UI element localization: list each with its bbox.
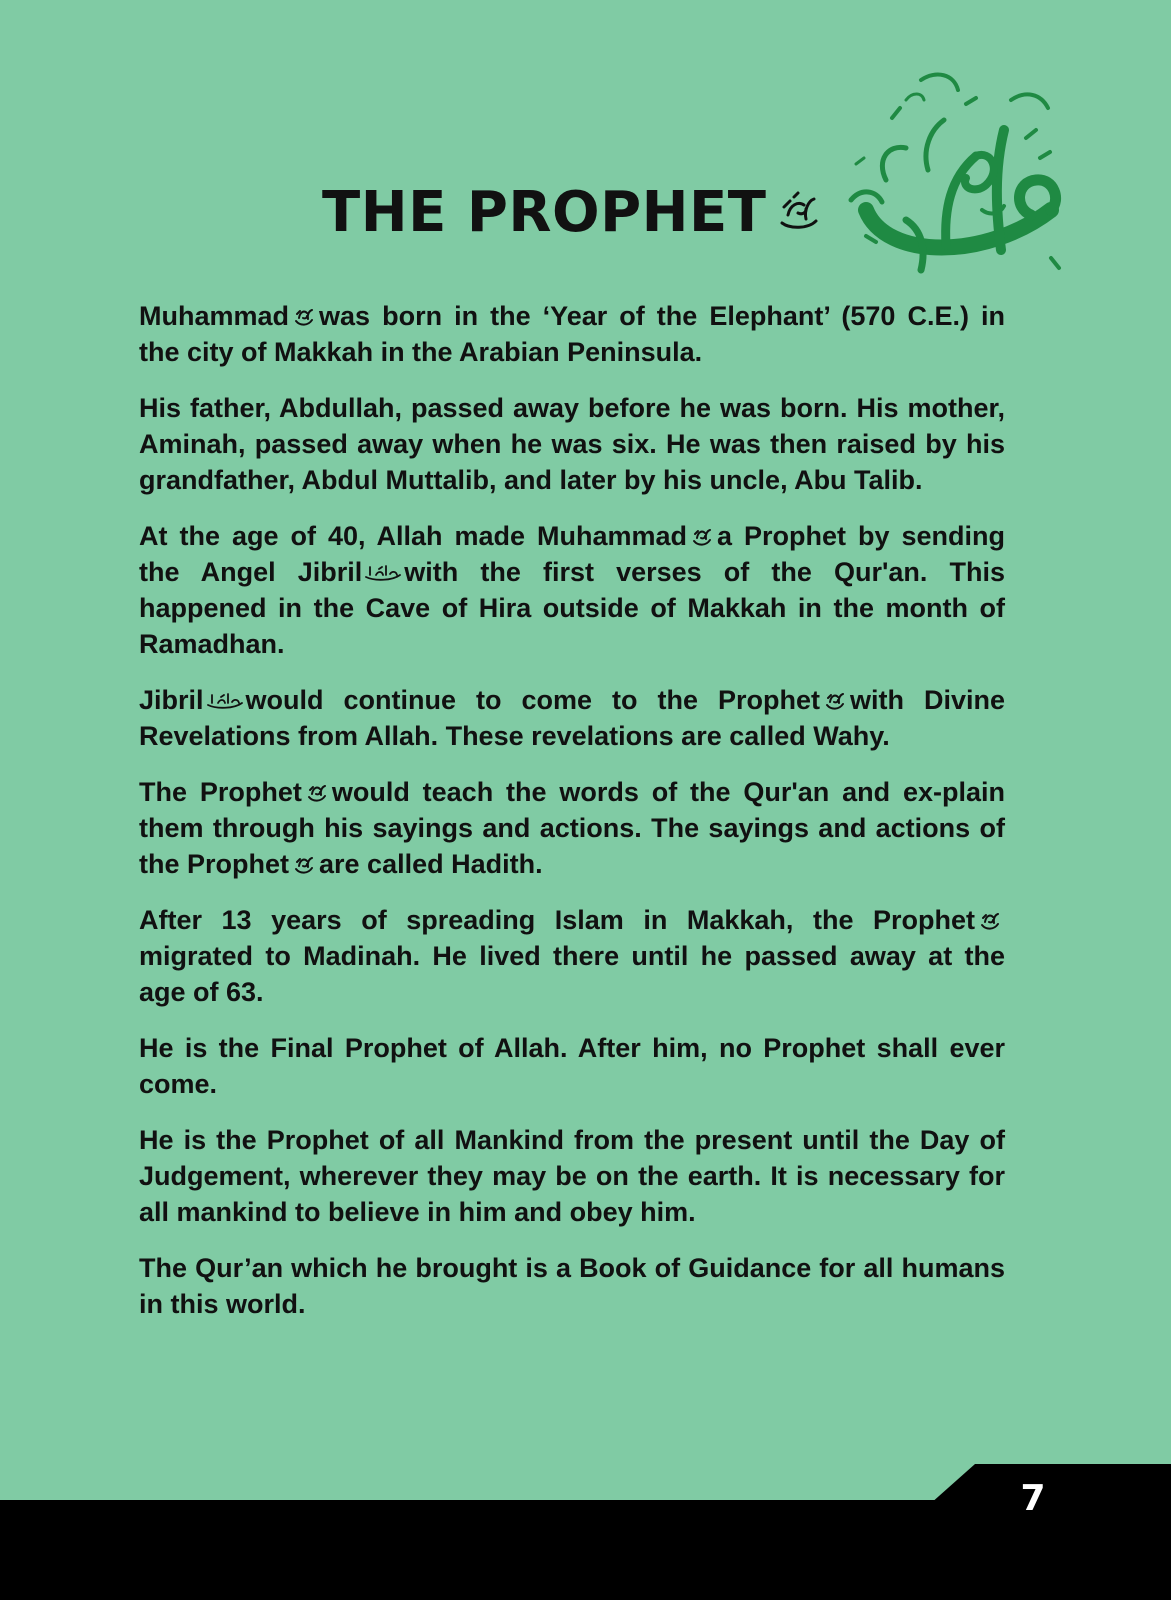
salawat-calligraphy-icon xyxy=(293,854,315,876)
paragraph-text: with Divine Revelations from Allah. These revelations are called Wahy. xyxy=(139,685,1005,751)
salawat-calligraphy-icon xyxy=(306,782,328,804)
paragraph-text: would continue to come to the Prophet xyxy=(245,685,820,715)
salawat-calligraphy-icon xyxy=(979,910,1001,932)
paragraph-text: He is the Prophet of all Mankind from the present until the Day of Judgement, wherever they may be on the earth. It is necessary for all mankind to believe in him and obey him. xyxy=(139,1125,1005,1227)
alayhis-salam-calligraphy-icon xyxy=(206,691,244,711)
paragraph-prophethood xyxy=(139,518,1005,662)
paragraph-migration xyxy=(139,902,1005,1010)
paragraph-text: Muhammad xyxy=(139,301,290,331)
paragraph-text: are called Hadith. xyxy=(319,849,543,879)
paragraph-text: was born in the ‘Year of the Elephant’ (570 C.E.) in the city of Makkah in the Arabian Peninsula. xyxy=(139,301,1005,367)
paragraph-text: a Prophet by sending the Angel Jibril xyxy=(139,521,1005,587)
page-title-text: THE PROPHET xyxy=(322,180,767,245)
paragraph-text: At the age of 40, Allah made Muhammad xyxy=(139,521,687,551)
paragraph-text: He is the Final Prophet of Allah. After him, no Prophet shall ever come. xyxy=(139,1033,1005,1099)
footer-bar xyxy=(0,1500,1171,1600)
paragraph-text: migrated to Madinah. He lived there until he passed away at the age of 63. xyxy=(139,941,1005,1007)
paragraph-text: Jibril xyxy=(139,685,204,715)
paragraph-birth xyxy=(139,298,1005,370)
page-title xyxy=(322,180,822,245)
page-number-tab xyxy=(0,1464,1171,1504)
paragraph-all-mankind xyxy=(139,1122,1005,1230)
paragraph-text: would teach the words of the Qur'an and ex-plain them through his sayings and actions. The sayings and actions of the Prophet xyxy=(139,777,1005,879)
salawat-calligraphy-icon xyxy=(691,526,713,548)
page-number: 7 xyxy=(1020,1478,1046,1519)
paragraph-quran-guidance xyxy=(139,1250,1005,1322)
salawat-calligraphy-icon xyxy=(776,189,822,235)
paragraph-revelation xyxy=(139,682,1005,754)
salawat-calligraphy-icon xyxy=(824,690,846,712)
paragraph-text: His father, Abdullah, passed away before he was born. His mother, Aminah, passed away when he was six. He was then raised by his grandfather, Abdul Muttalib, and later by his uncle, Abu Talib. xyxy=(139,393,1005,495)
paragraph-text: After 13 years of spreading Islam in Makkah, the Prophet xyxy=(139,905,975,935)
paragraph-text: with the first verses of the Qur'an. This happened in the Cave of Hira outside of Makkah in the month of Ramadhan. xyxy=(139,557,1006,659)
alayhis-salam-calligraphy-icon xyxy=(364,563,402,583)
salawat-calligraphy-icon xyxy=(293,306,315,328)
paragraph-family xyxy=(139,390,1005,498)
paragraph-text: The Qur’an which he brought is a Book of Guidance for all humans in this world. xyxy=(139,1253,1005,1319)
paragraph-final-prophet xyxy=(139,1030,1005,1102)
paragraph-teaching xyxy=(139,774,1005,882)
body-text xyxy=(139,298,1005,1342)
muhammad-calligraphy-logo xyxy=(826,60,1076,290)
paragraph-text: The Prophet xyxy=(139,777,302,807)
